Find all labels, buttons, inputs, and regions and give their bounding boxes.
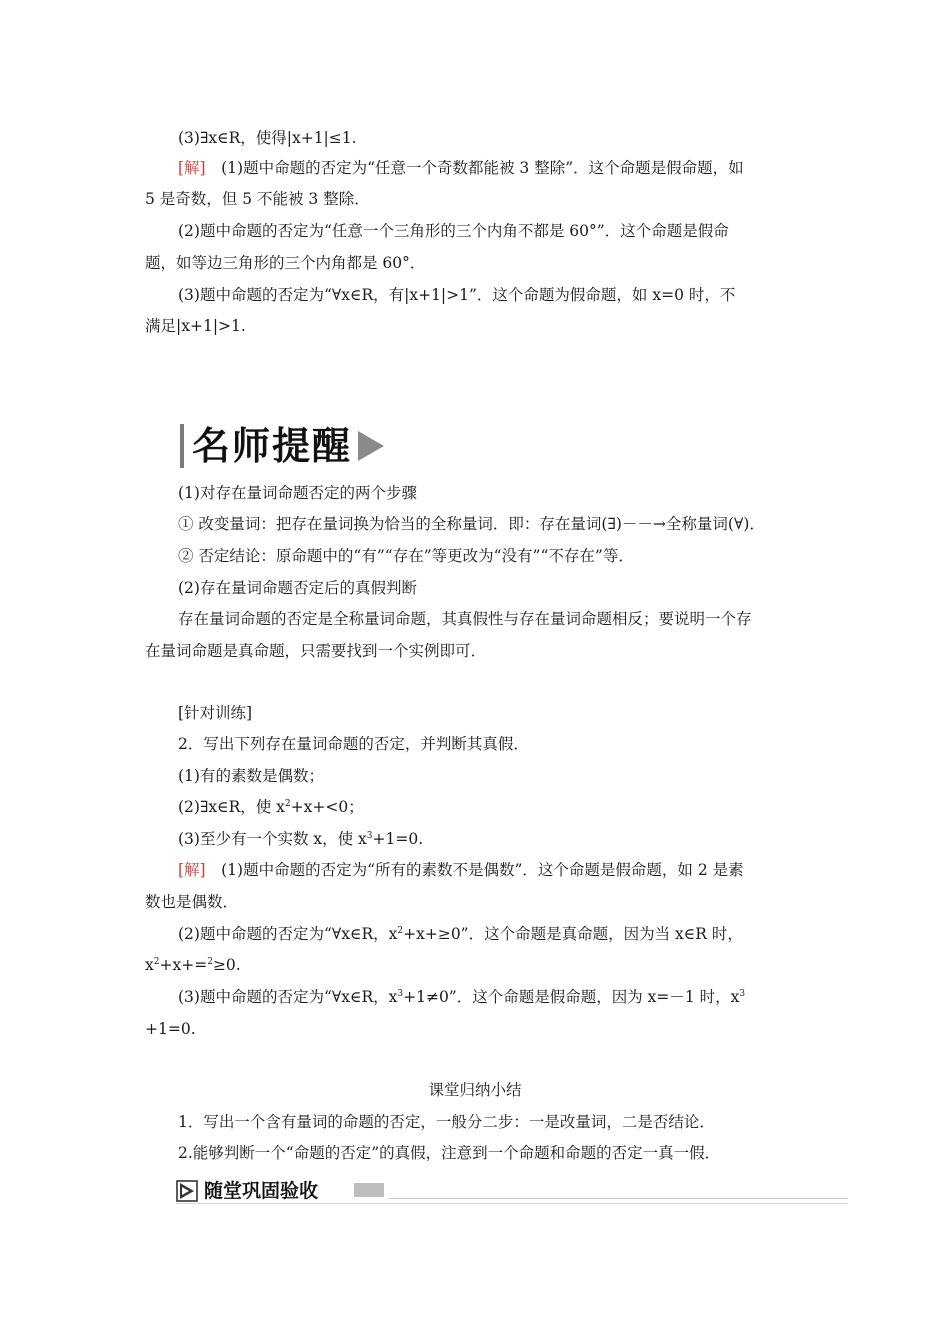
- solution-1-line-b: 5 是奇数，但 5 不能被 3 整除．: [145, 190, 370, 208]
- training-q3: (3)至少有一个实数 x，使 $x^3+1=0$.: [178, 830, 424, 848]
- solution-2-line-b: 题，如等边三角形的三个内角都是 60°．: [145, 254, 426, 272]
- training-question: 2．写出下列存在量词命题的否定，并判断其真假．: [178, 735, 529, 753]
- solution-tag: [解]: [178, 159, 206, 177]
- section-title: 随堂巩固验收: [204, 1180, 319, 1202]
- problem-3-line: (3)∃x∈R，使得|x+1|≤1.: [178, 129, 357, 147]
- solution-3-line-b: 满足|x+1|>1.: [145, 317, 246, 335]
- training-a1-line-b: 数也是偶数．: [145, 893, 239, 911]
- summary-title: 课堂归纳小结: [428, 1081, 522, 1099]
- training-q1: (1)有的素数是偶数；: [178, 767, 324, 785]
- solution-1-line-a: [178, 158, 744, 178]
- tip-title: 名师提醒: [192, 424, 353, 468]
- tip-line-5b: 在量词命题是真命题，只需要找到一个实例即可．: [145, 642, 487, 660]
- solution-1-text: (1)题中命题的否定为“任意一个奇数都能被 3 整除”．这个命题是假命题，如: [205, 159, 744, 177]
- section-divider-bottom: [176, 1203, 848, 1204]
- play-arrow-icon: [176, 1180, 198, 1202]
- tip-header-bar: [180, 424, 184, 468]
- tip-line-4: (2)存在量词命题否定后的真假判断: [178, 579, 417, 597]
- tip-line-1: (1)对存在量词命题否定的两个步骤: [178, 484, 417, 502]
- section-title-block: [354, 1183, 384, 1197]
- training-q2: (2)∃x∈R，使 $x^2+x+<0$；: [178, 798, 364, 816]
- tip-line-3: ② 否定结论：原命题中的“有”“存在”等更改为“没有”“不存在”等．: [178, 547, 634, 565]
- tip-line-2: ① 改变量词：把存在量词换为恰当的全称量词．即：存在量词(∃)－－→全称量词(∀)．: [178, 515, 765, 533]
- section-divider: [388, 1198, 848, 1199]
- training-a3-line-a: (3)题中命题的否定为“∀x∈R，$x^3+1\ne 0$”．这个命题是假命题，因为 x=－1 时，$x^3$: [178, 988, 746, 1006]
- training-a3-line-b: +1=0.: [145, 1020, 196, 1038]
- training-a1-line-a: [解] (1)题中命题的否定为“所有的素数不是偶数”．这个命题是假命题，如 2 是素: [178, 861, 744, 879]
- summary-line-1: 1．写出一个含有量词的命题的否定，一般分二步：一是改量词，二是否结论．: [178, 1113, 715, 1131]
- solution-3-line-a: (3)题中命题的否定为“∀x∈R，有|x+1|>1”．这个命题为假命题，如 x=0 时，不: [178, 286, 736, 304]
- solution-tag: [解]: [178, 861, 206, 879]
- solution-2-line-a: (2)题中命题的否定为“任意一个三角形的三个内角不都是 60°”．这个命题是假命: [178, 222, 729, 240]
- training-a2-line-b: $x^2+x+=^2\ge 0$.: [145, 956, 241, 974]
- tip-line-5a: 存在量词命题的否定是全称量词命题，其真假性与存在量词命题相反；要说明一个存: [178, 610, 752, 628]
- tip-header: [180, 424, 384, 468]
- section-header: [176, 1178, 848, 1206]
- training-header: [针对训练]: [178, 704, 253, 722]
- summary-line-2: 2.能够判断一个“命题的否定”的真假，注意到一个命题和命题的否定一真一假．: [178, 1144, 721, 1162]
- training-a2-line-a: (2)题中命题的否定为“∀x∈R，$x^2+x+\ge 0$”．这个命题是真命题，因为当 x∈R 时，: [178, 925, 743, 943]
- triangle-right-icon: [358, 431, 384, 461]
